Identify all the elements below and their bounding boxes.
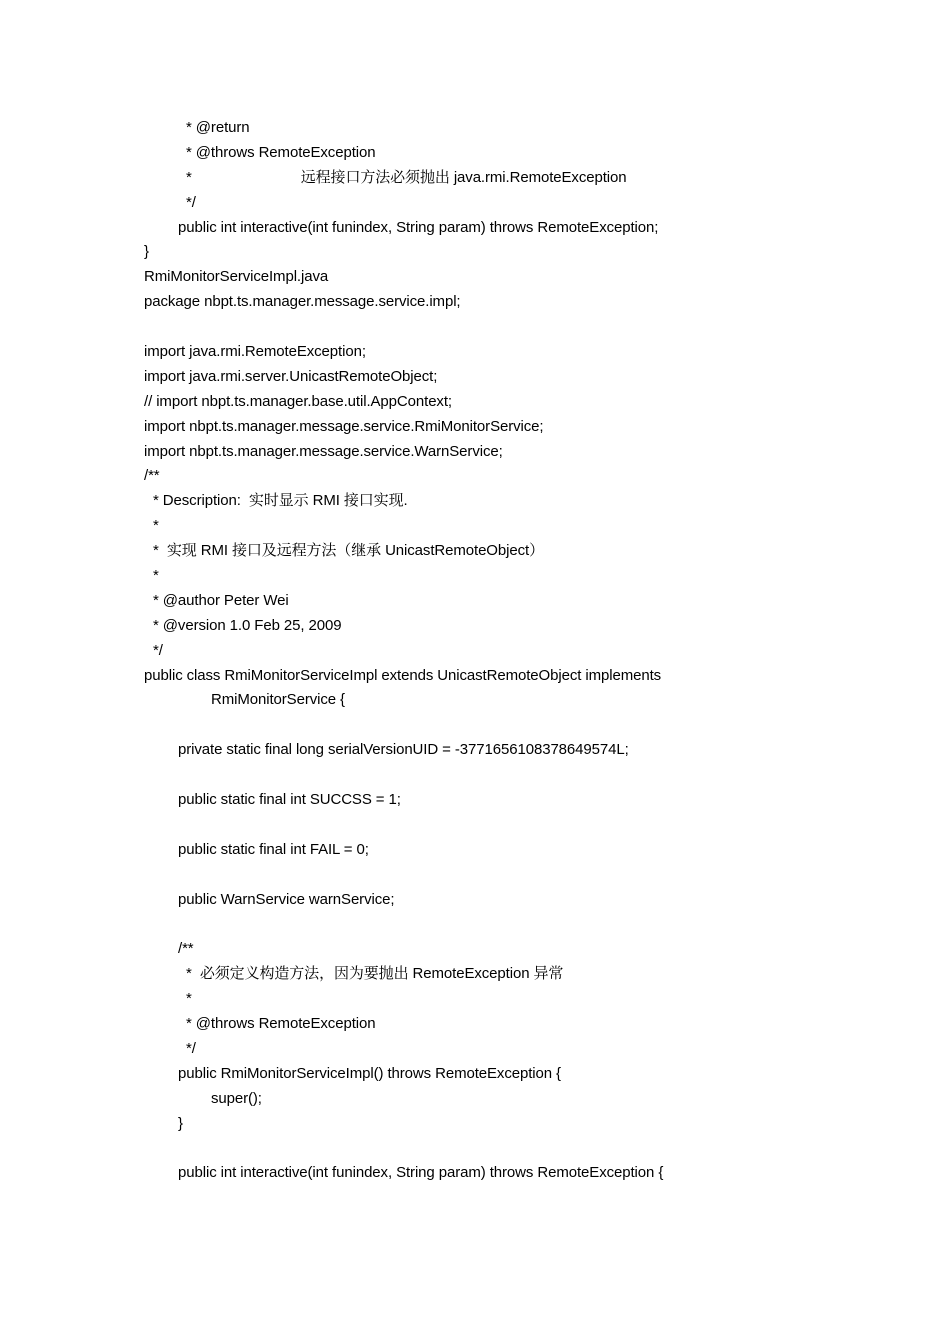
code-line: * [186, 990, 192, 1008]
code-line: * @throws RemoteException [186, 1015, 376, 1033]
code-line: /** [178, 940, 194, 958]
code-line: } [144, 243, 149, 261]
code-line: public static final int FAIL = 0; [178, 840, 369, 858]
blank-line [144, 713, 904, 738]
code-line: */ [153, 641, 163, 659]
code-line: /** [144, 467, 160, 485]
code-line: import nbpt.ts.manager.message.service.WarnService; [144, 442, 503, 460]
code-line: * 实现 RMI 接口及远程方法（继承 UnicastRemoteObject） [153, 542, 544, 560]
code-line: * @throws RemoteException [186, 143, 376, 161]
code-line: super(); [211, 1089, 262, 1107]
blank-line [144, 1137, 904, 1162]
code-line: * [153, 567, 159, 585]
code-line: * @version 1.0 Feb 25, 2009 [153, 616, 342, 634]
code-line: * @author Peter Wei [153, 591, 289, 609]
code-line: public class RmiMonitorServiceImpl extends UnicastRemoteObject implements [144, 666, 662, 684]
code-line: public int interactive(int funindex, String param) throws RemoteException { [178, 1164, 664, 1182]
code-line: RmiMonitorServiceImpl.java [144, 268, 329, 286]
code-line: public WarnService warnService; [178, 890, 395, 908]
blank-line [144, 913, 904, 938]
code-line: * Description: 实时显示 RMI 接口实现. [153, 492, 408, 510]
code-line: import java.rmi.RemoteException; [144, 343, 366, 361]
code-line: */ [186, 193, 196, 211]
blank-line [144, 763, 904, 788]
code-line: private static final long serialVersionUID = -3771656108378649574L; [178, 741, 629, 759]
code-line: * @return [186, 119, 250, 136]
code-line [144, 166, 904, 191]
code-line: * [153, 517, 159, 535]
code-line: package nbpt.ts.manager.message.service.impl; [144, 293, 461, 311]
blank-line [144, 863, 904, 888]
code-line: // import nbpt.ts.manager.base.util.AppContext; [144, 392, 452, 410]
blank-line [144, 315, 904, 340]
code-line: */ [186, 1039, 196, 1057]
code-line: import java.rmi.server.UnicastRemoteObject; [144, 367, 438, 385]
code-line-star: * [186, 168, 192, 186]
code-line: public int interactive(int funindex, String param) throws RemoteException; [178, 218, 659, 236]
code-line: public static final int SUCCSS = 1; [178, 791, 401, 809]
code-line: * 必须定义构造方法，因为要抛出 RemoteException 异常 [186, 965, 564, 983]
code-line: import nbpt.ts.manager.message.service.RmiMonitorService; [144, 417, 544, 435]
code-listing [144, 116, 904, 1186]
code-line-text: 远程接口方法必须抛出 java.rmi.RemoteException [300, 168, 627, 186]
code-line: public RmiMonitorServiceImpl() throws RemoteException { [178, 1064, 561, 1082]
code-line: RmiMonitorService { [211, 691, 345, 709]
blank-line [144, 813, 904, 838]
code-line: } [178, 1114, 183, 1132]
